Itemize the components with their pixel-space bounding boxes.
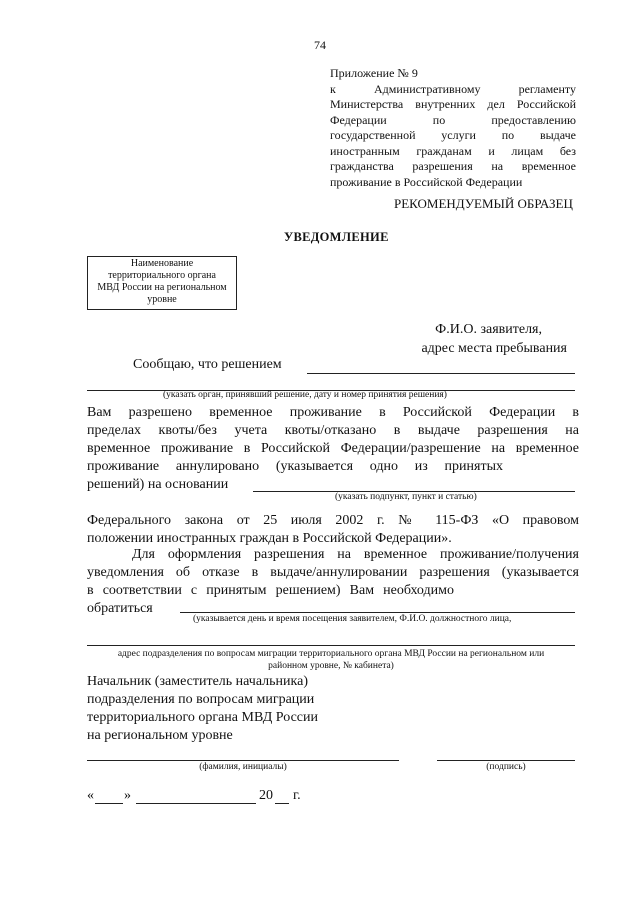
paragraph-3 <box>87 546 579 618</box>
authority-box-line: МВД России на региональном <box>97 282 227 293</box>
paragraph-line: Вам разрешено временное проживание в Российской Федерации в <box>87 405 579 420</box>
paragraph-2 <box>87 512 579 548</box>
appendix-line: проживание в Российской Федерации <box>330 174 523 189</box>
date-year-suffix: г. <box>293 788 301 803</box>
paragraph-line: Для оформления разрешения на временное проживание/получения <box>132 547 579 562</box>
recommended-sample-label: РЕКОМЕНДУЕМЫЙ ОБРАЗЕЦ <box>394 196 573 211</box>
decision-intro: Сообщаю, что решением <box>133 357 282 372</box>
paragraph-line: Федерального закона от 25 июля 2002 г. № 115-ФЗ «О правовом <box>87 513 579 528</box>
hint-address-line: районном уровне, № кабинета) <box>268 661 394 671</box>
decision-fill-line <box>307 373 575 374</box>
document-title: УВЕДОМЛЕНИЕ <box>284 230 389 244</box>
paragraph-line: положении иностранных граждан в Российской Федерации». <box>87 531 452 546</box>
paragraph-line: пределах квоты/без учета квоты/отказано в выдаче разрешения на <box>87 423 579 438</box>
date-open-quote: « <box>87 788 94 803</box>
appendix-line: Министерства внутренних дел Российской <box>330 97 576 111</box>
appendix-line: гражданства разрешения на временное <box>330 159 576 173</box>
signer-line: подразделения по вопросам миграции <box>87 692 315 707</box>
hint-visit: (указывается день и время посещения заявителем, Ф.И.О. должностного лица, <box>193 614 512 624</box>
paragraph-line: решений) на основании <box>87 477 229 492</box>
date-day-line <box>95 803 123 804</box>
appendix-line: иностранным гражданам и лицам без <box>330 143 576 158</box>
appendix-line: Федерации по предоставлению <box>330 112 576 127</box>
authority-name-box <box>87 256 237 310</box>
hint-address <box>87 648 575 672</box>
paragraph-line: временное проживание в Российской Федерации/разрешение на временное <box>87 441 579 456</box>
authority-box-line: территориального органа <box>108 270 216 281</box>
applicant-address: адрес места пребывания <box>421 341 567 356</box>
hint-signature: (подпись) <box>486 762 526 772</box>
appendix-line: Приложение № 9 <box>330 66 418 80</box>
page-number: 74 <box>314 38 326 52</box>
signer-line: на региональном уровне <box>87 728 233 743</box>
appendix-header <box>330 66 576 190</box>
paragraph-line: в соответствии с принятым решением) Вам необходимо <box>87 583 454 598</box>
date-year-prefix: 20 <box>259 788 273 803</box>
date-month-line <box>136 803 256 804</box>
date-year-line <box>275 803 289 804</box>
name-fill-line <box>87 760 399 761</box>
address-fill-line <box>87 645 575 646</box>
hint-address-line: адрес подразделения по вопросам миграции территориального органа МВД России на региональном или <box>117 649 545 659</box>
hint-name: (фамилия, инициалы) <box>199 762 287 772</box>
authority-box-line: уровне <box>147 294 177 305</box>
paragraph-line: уведомления об отказе в выдаче/аннулировании разрешения (указывается <box>87 565 579 580</box>
hint-basis: (указать подпункт, пункт и статью) <box>335 492 477 502</box>
paragraph-1 <box>87 404 579 494</box>
signer-block <box>87 673 318 745</box>
visit-fill-line <box>180 612 575 613</box>
date-close-quote: » <box>124 788 131 803</box>
hint-decision: (указать орган, принявший решение, дату и номер принятия решения) <box>163 390 447 400</box>
appendix-line: к Административному регламенту <box>330 81 576 96</box>
paragraph-line: обратиться <box>87 601 153 616</box>
paragraph-line: проживание аннулировано (указывается одно из принятых <box>87 459 503 474</box>
signer-line: Начальник (заместитель начальника) <box>87 674 308 689</box>
authority-box-line: Наименование <box>130 258 194 269</box>
applicant-fio: Ф.И.О. заявителя, <box>435 322 542 337</box>
signer-line: территориального органа МВД России <box>87 710 319 725</box>
appendix-line: государственной услуги по выдаче <box>330 128 576 142</box>
signature-fill-line <box>437 760 575 761</box>
